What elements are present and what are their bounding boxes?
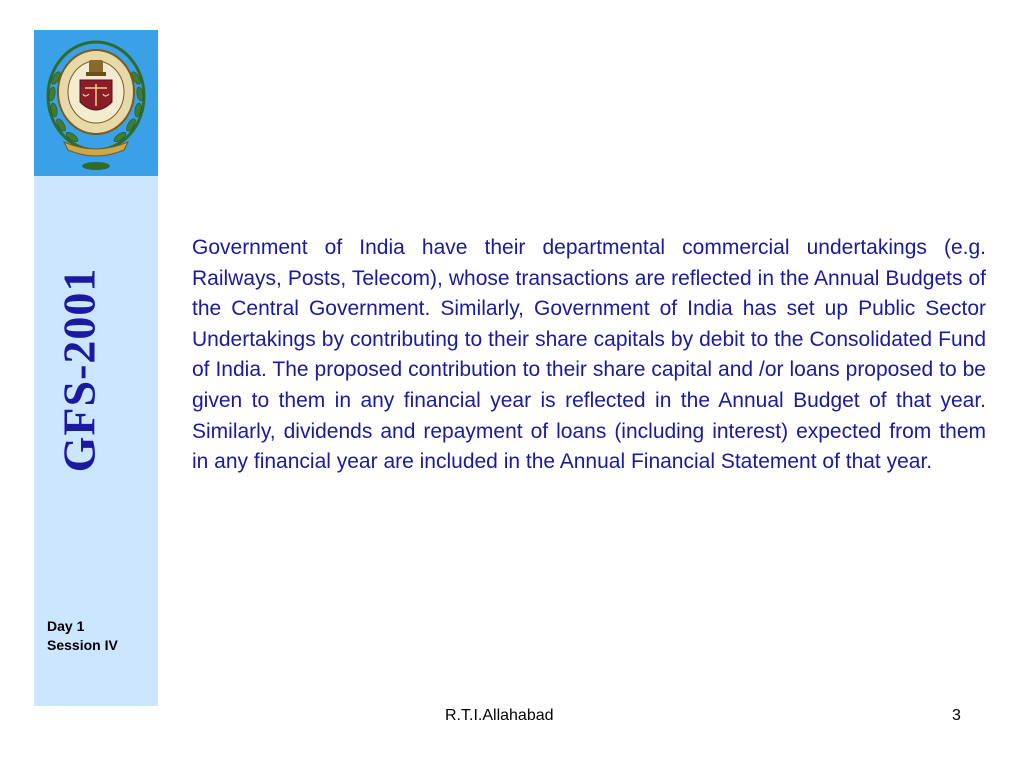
sidebar-title: GFS-2001 — [53, 267, 105, 473]
footer-organization: R.T.I.Allahabad — [445, 707, 554, 724]
session-name: Session IV — [47, 637, 118, 653]
session-label — [47, 617, 118, 655]
page-number: 3 — [952, 707, 961, 724]
emblem-icon — [34, 30, 158, 176]
logo-panel — [34, 30, 158, 176]
body-paragraph: Government of India have their departmental commercial undertakings (e.g. Railways, Posts, Telecom), whose transactions are reflected in the Annual Budgets of the Central Government. Similarly, Government of India has set up Public Sector Undertakings by contributing to their share capitals by debit to the Consolidated Fund of India. The proposed contribution to their share capital and /or loans proposed to be given to them in any financial year is reflected in the Annual Budget of that year. Similarly, dividends and repayment of loans (including interest) expected from them in any financial year are included in the Annual Financial Statement of that year. — [192, 236, 986, 474]
day-label: Day 1 — [47, 618, 85, 634]
